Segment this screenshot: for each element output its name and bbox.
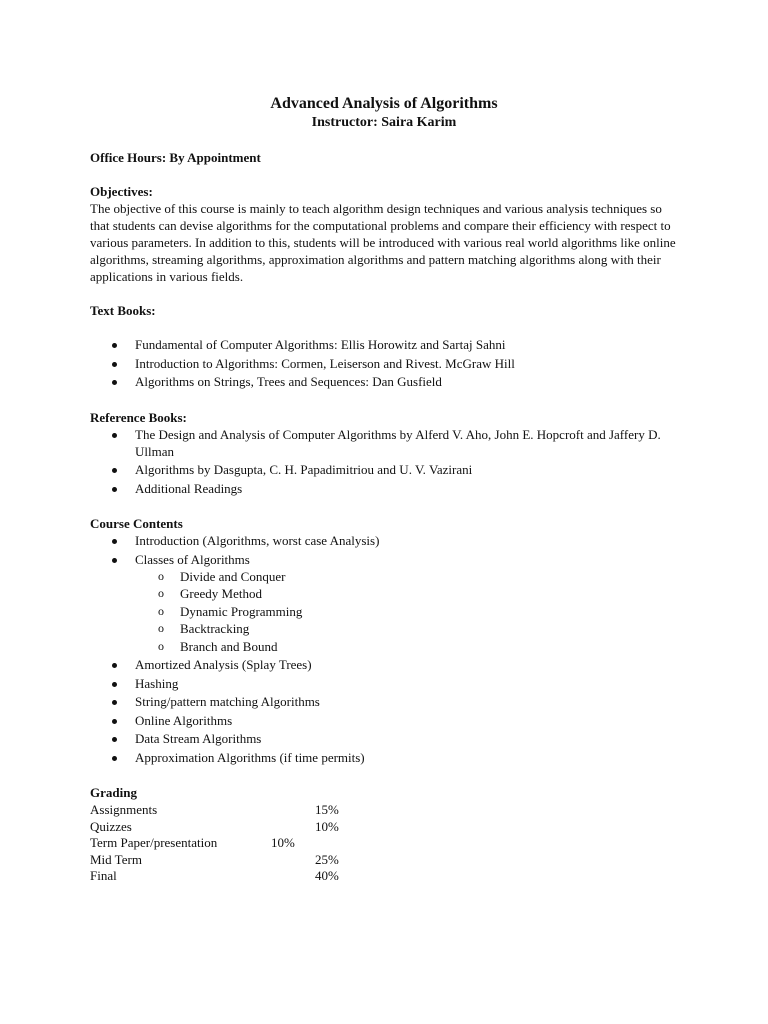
list-item bbox=[90, 693, 685, 710]
bullet-icon bbox=[112, 719, 117, 724]
grading-row bbox=[90, 818, 690, 835]
course-contents-list bbox=[90, 532, 690, 766]
bullet-icon bbox=[112, 756, 117, 761]
circle-bullet-icon: o bbox=[158, 603, 164, 618]
circle-bullet-icon: o bbox=[158, 638, 164, 653]
course-topic: Approximation Algorithms (if time permits) bbox=[135, 749, 365, 765]
algorithm-class: Divide and Conquer bbox=[180, 568, 286, 584]
office-hours: Office Hours: By Appointment bbox=[90, 150, 261, 165]
list-item bbox=[90, 355, 685, 372]
sub-list-item bbox=[90, 603, 685, 620]
document-body bbox=[90, 149, 690, 884]
bullet-icon bbox=[112, 433, 117, 438]
bullet-icon bbox=[112, 380, 117, 385]
bullet-icon bbox=[112, 539, 117, 544]
bullet-icon bbox=[112, 343, 117, 348]
course-topic: Amortized Analysis (Splay Trees) bbox=[135, 657, 312, 672]
page-title: Advanced Analysis of Algorithms bbox=[270, 95, 498, 112]
list-item bbox=[90, 749, 685, 766]
course-topic: Introduction (Algorithms, worst case Analysis) bbox=[135, 533, 380, 548]
grading-row bbox=[90, 834, 690, 851]
circle-bullet-icon: o bbox=[158, 621, 164, 635]
bullet-icon bbox=[112, 663, 117, 668]
reference-books-list bbox=[90, 426, 690, 497]
grading-item: Term Paper/presentation bbox=[90, 835, 218, 850]
grading-row bbox=[90, 801, 690, 818]
list-item bbox=[90, 426, 685, 460]
sub-list-item bbox=[90, 585, 685, 602]
algorithm-class: Dynamic Programming bbox=[180, 603, 303, 619]
instructor-line: Instructor: Saira Karim bbox=[311, 115, 457, 130]
list-item bbox=[90, 712, 685, 729]
course-contents-heading: Course Contents bbox=[90, 516, 183, 531]
course-topic: Hashing bbox=[135, 675, 179, 691]
circle-bullet-icon: o bbox=[158, 586, 164, 600]
list-item bbox=[90, 551, 685, 655]
text-book-entry: Introduction to Algorithms: Cormen, Leiserson and Rivest. McGraw Hill bbox=[135, 355, 515, 371]
grading-item: Quizzes bbox=[90, 818, 132, 834]
algorithm-class: Backtracking bbox=[180, 621, 250, 636]
grading-item: Assignments bbox=[90, 802, 158, 817]
bullet-icon bbox=[112, 737, 117, 742]
bullet-icon bbox=[112, 487, 117, 492]
list-item bbox=[90, 480, 685, 497]
circle-bullet-icon: o bbox=[158, 568, 164, 583]
grading-weight: 15% bbox=[315, 802, 339, 817]
list-item bbox=[90, 730, 685, 747]
list-item bbox=[90, 532, 685, 549]
grading-row bbox=[90, 851, 690, 868]
reference-book-entry: Algorithms by Dasgupta, C. H. Papadimitriou and U. V. Vazirani bbox=[135, 462, 473, 477]
bullet-icon bbox=[112, 558, 117, 563]
grading-item: Final bbox=[90, 868, 117, 883]
list-item bbox=[90, 675, 685, 692]
list-item bbox=[90, 336, 685, 353]
text-books-heading: Text Books: bbox=[90, 303, 156, 318]
reference-book-entry: The Design and Analysis of Computer Algorithms by Alferd V. Aho, John E. Hopcroft and Jaffery D. Ullman bbox=[135, 426, 661, 459]
list-item bbox=[90, 373, 685, 390]
grading-table bbox=[90, 801, 690, 884]
grading-weight: 25% bbox=[315, 851, 339, 867]
grading-heading: Grading bbox=[90, 785, 137, 800]
list-item bbox=[90, 656, 685, 673]
grading-weight: 10% bbox=[271, 835, 295, 850]
sub-list-item bbox=[90, 620, 685, 637]
grading-row bbox=[90, 867, 690, 884]
bullet-icon bbox=[112, 700, 117, 705]
text-book-entry: Algorithms on Strings, Trees and Sequences: Dan Gusfield bbox=[135, 374, 442, 389]
grading-weight: 10% bbox=[315, 818, 339, 834]
bullet-icon bbox=[112, 362, 117, 367]
course-topic: Online Algorithms bbox=[135, 712, 233, 728]
text-book-entry: Fundamental of Computer Algorithms: Ellis Horowitz and Sartaj Sahni bbox=[135, 337, 506, 352]
algorithm-classes-sublist bbox=[135, 568, 685, 655]
sub-list-item bbox=[90, 638, 685, 655]
sub-list-item bbox=[90, 568, 685, 585]
objectives-heading: Objectives: bbox=[90, 184, 153, 199]
list-item bbox=[90, 461, 685, 478]
course-topic: String/pattern matching Algorithms bbox=[135, 694, 320, 709]
text-books-list bbox=[90, 336, 690, 390]
reference-books-heading: Reference Books: bbox=[90, 409, 187, 425]
bullet-icon bbox=[112, 468, 117, 473]
grading-weight: 40% bbox=[315, 868, 339, 883]
course-topic: Data Stream Algorithms bbox=[135, 731, 262, 746]
objectives-text: The objective of this course is mainly to teach algorithm design techniques and various analysis techniques so that students can devise algorithms for the computational problems and compare their efficiency with respect to various parameters. In addition to this, students will be introduced with various real world algorithms like online algorithms, streaming algorithms, approximation algorithms and pattern matching algorithms along with their applications in various fields. bbox=[90, 201, 676, 284]
bullet-icon bbox=[112, 682, 117, 687]
algorithm-class: Greedy Method bbox=[180, 586, 262, 601]
grading-item: Mid Term bbox=[90, 851, 142, 867]
reference-book-entry: Additional Readings bbox=[135, 480, 243, 496]
algorithm-class: Branch and Bound bbox=[180, 638, 278, 654]
course-topic: Classes of Algorithms bbox=[135, 551, 250, 567]
